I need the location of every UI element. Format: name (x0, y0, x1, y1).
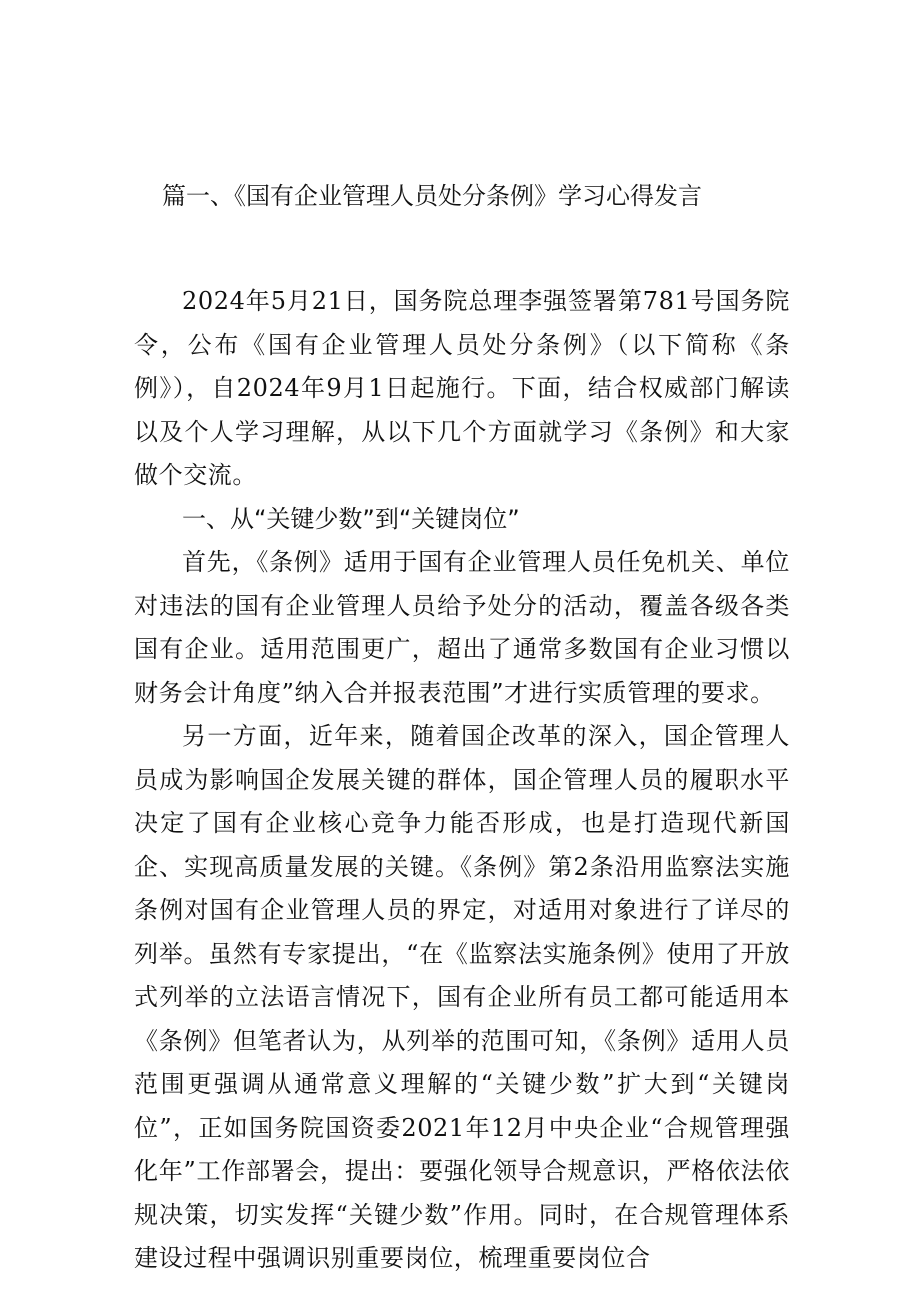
body-paragraph: 首先，《条例》适用于国有企业管理人员任免机关、单位对违法的国有企业管理人员给予处分的活动，覆盖各级各类国有企业。适用范围更广，超出了通常多数国有企业习惯以财务会计角度”纳入合并报表范围”才进行实质管理的要求。 (134, 548, 790, 707)
body-paragraph: 另一方面，近年来，随着国企改革的深入，国企管理人员成为影响国企发展关键的群体，国企管理人员的履职水平决定了国有企业核心竞争力能否形成，也是打造现代新国企、实现高质量发展的关键。《条例》第2条沿用监察法实施条例对国有企业管理人员的界定，对适用对象进行了详尽的列举。虽然有专家提出，“在《监察法实施条例》使用了开放式列举的立法语言情况下，国有企业所有员工都可能适用本《条例》但笔者认为，从列举的范围可知，《条例》适用人员范围更强调从通常意义理解的“关键少数”扩大到“关键岗位”，正如国务院国资委2021年12月中央企业“合规管理强化年”工作部署会，提出：要强化领导合规意识，严格依法依规决策，切实发挥“关键少数”作用。同时，在合规管理体系建设过程中强调识别重要岗位，梳理重要岗位合 (134, 722, 790, 1272)
document-body (134, 280, 790, 1281)
document-title: 篇一、《国有企业管理人员处分条例》学习心得发言 (162, 182, 702, 210)
section-heading-1: 一、从“关键少数”到“关键岗位” (182, 504, 520, 533)
intro-paragraph: 2024年5月21日，国务院总理李强签署第781号国务院令，公布《国有企业管理人员处分条例》（以下简称《条例》），自2024年9月1日起施行。下面，结合权威部门解读以及个人学习理解，从以下几个方面就学习《条例》和大家做个交流。 (134, 287, 790, 489)
